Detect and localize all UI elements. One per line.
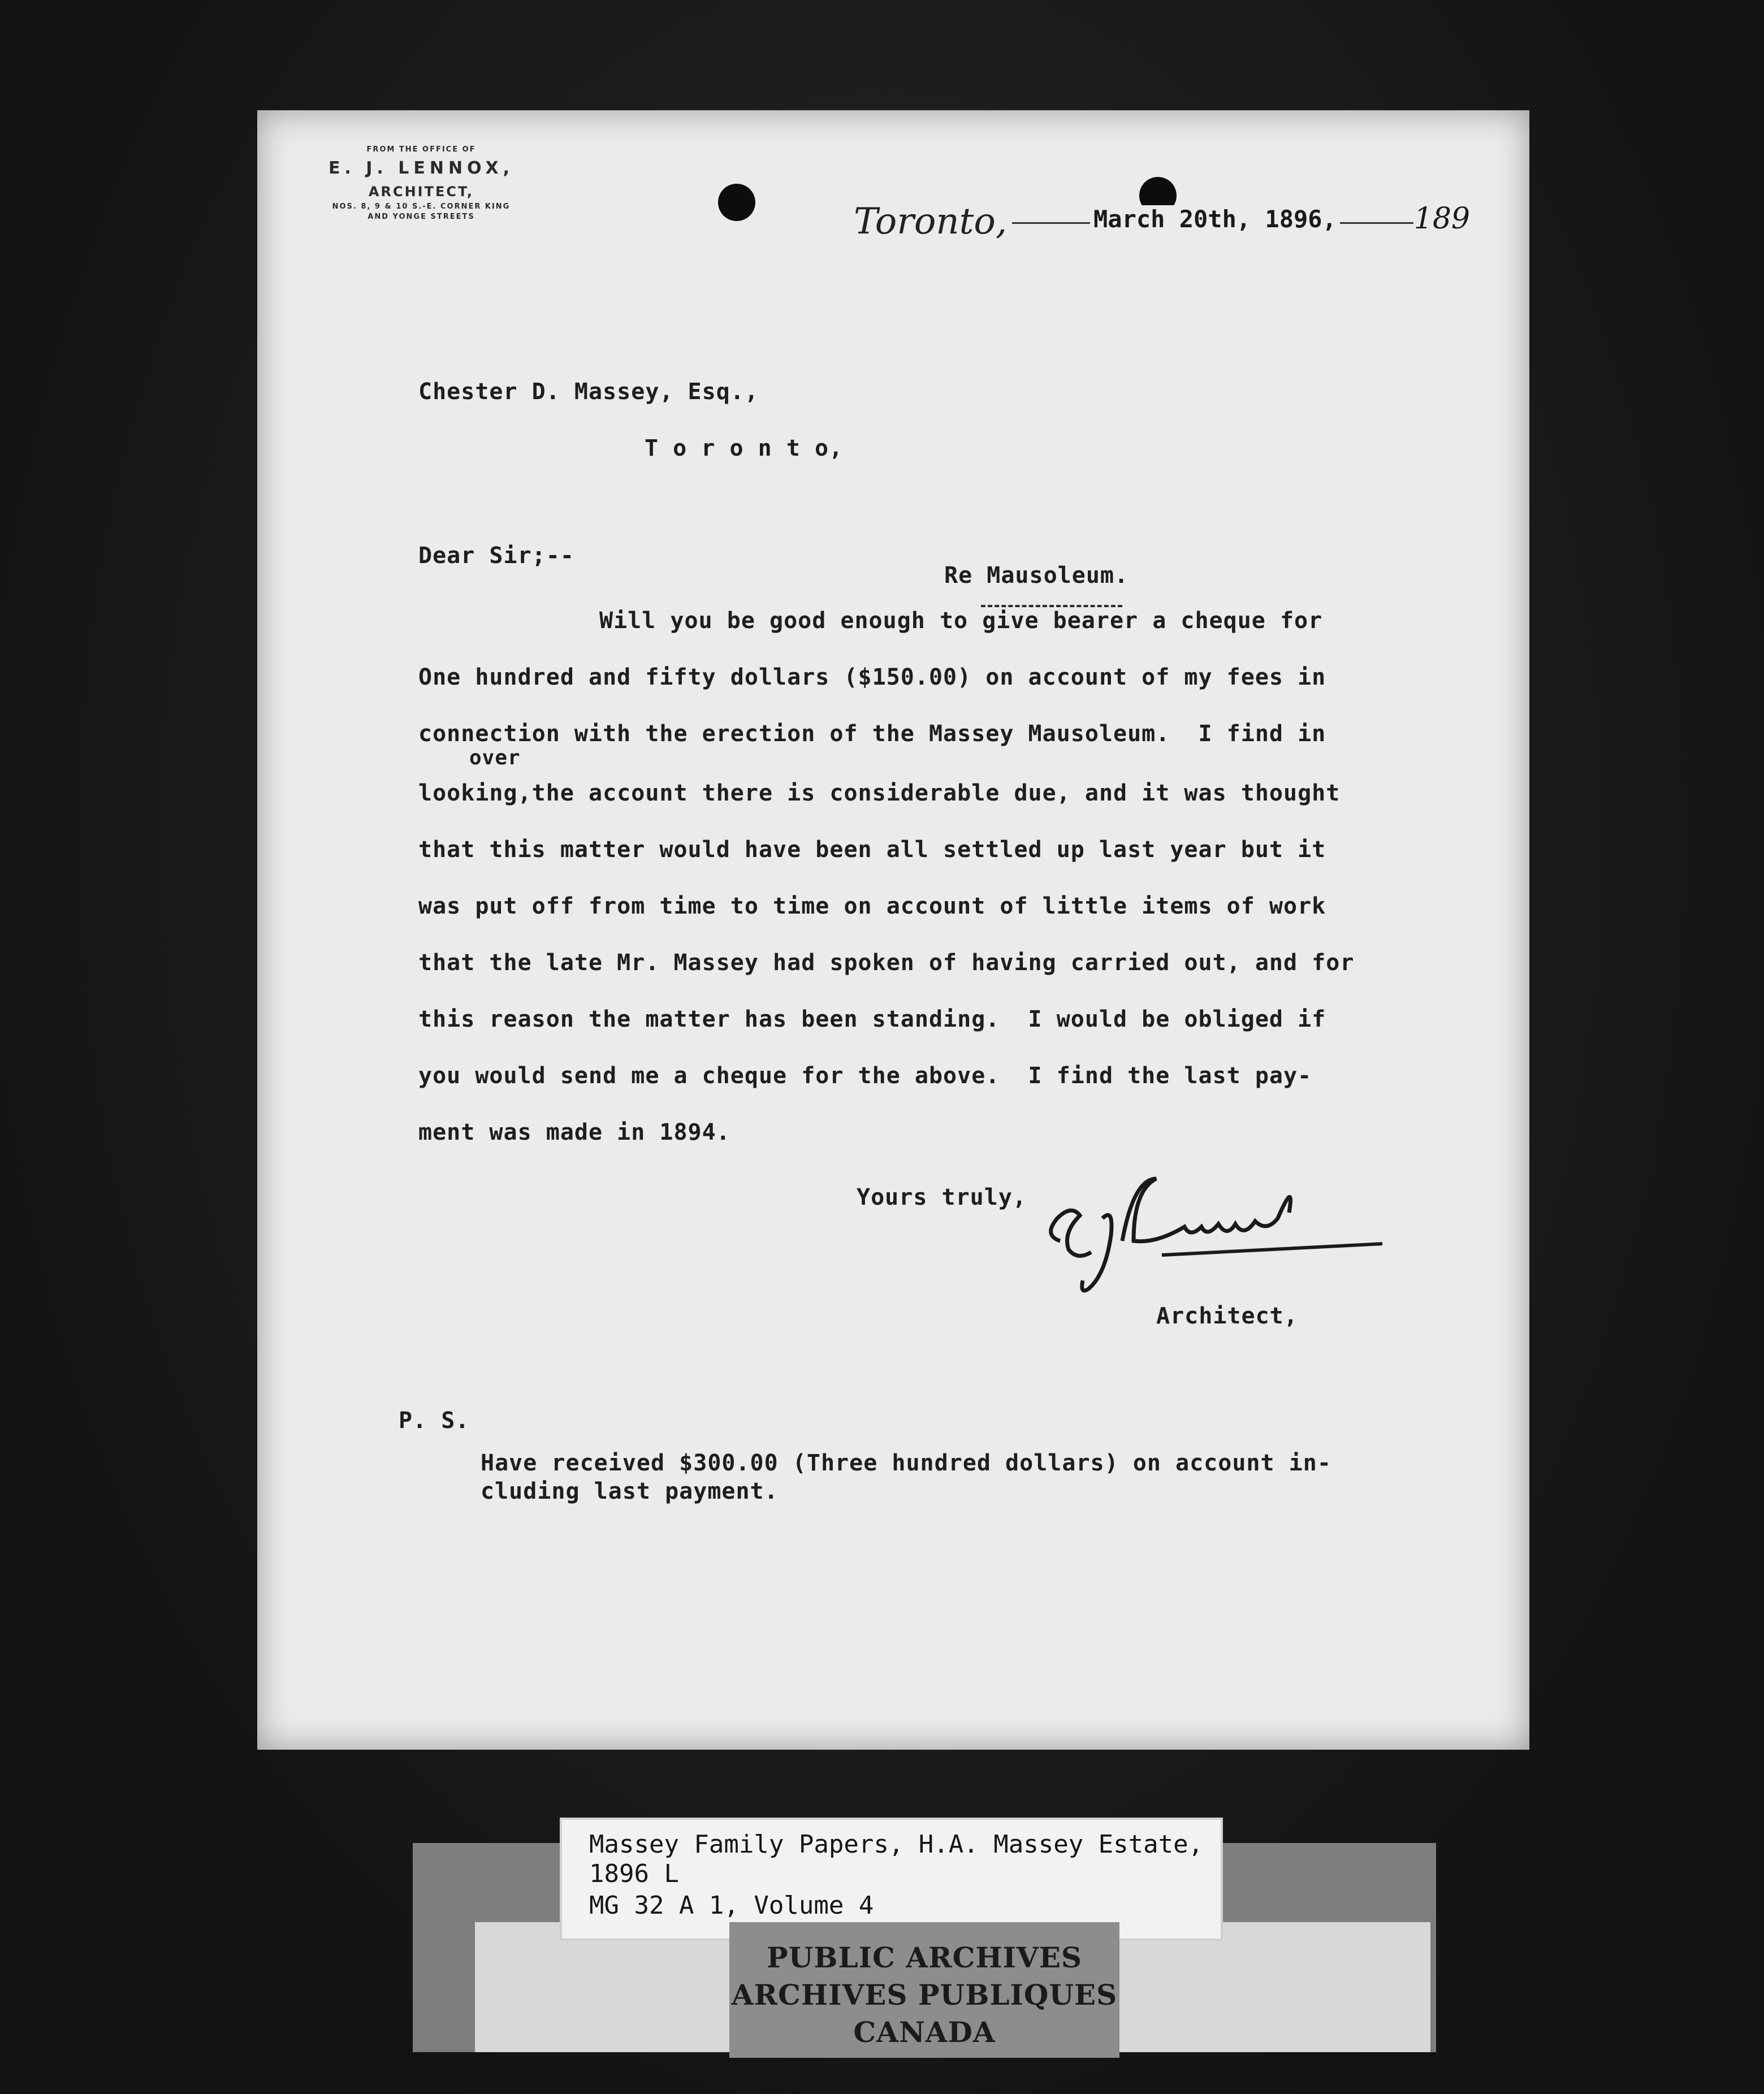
body-line-10: ment was made in 1894. [418,1119,730,1145]
closing: Yours truly, [857,1184,1027,1210]
archive-label-line-2: 1896 L [589,1859,679,1888]
postscript-label: P. S. [399,1408,470,1434]
body-line-6: was put off from time to time on account of little items of work [418,893,1326,919]
dateline [854,201,1470,243]
body-line-8: this reason the matter has been standing. I would be obliged if [418,1006,1326,1032]
letterhead [297,144,546,222]
archives-stamp [729,1922,1119,2058]
subject-line: Re Mausoleum. [944,563,1129,589]
body-line-9: you would send me a cheque for the above. I find the last pay- [418,1063,1312,1089]
archive-label-line-1: Massey Family Papers, H.A. Massey Estate, [589,1830,1204,1859]
body-line-4: looking,the account there is considerable due, and it was thought [418,780,1341,806]
letterhead-address-2: AND YONGE STREETS [368,213,475,221]
dateline-date: March 20th, 1896, [1090,205,1340,233]
body-line-1: Will you be good enough to give bearer a cheque for [599,608,1323,634]
insertion-over: over [469,746,521,769]
body-line-3: connection with the erection of the Massey Mausoleum. I find in [418,721,1326,747]
recipient-name: Chester D. Massey, Esq., [418,379,759,405]
salutation: Dear Sir;-- [418,543,574,569]
archive-label-line-3: MG 32 A 1, Volume 4 [589,1891,874,1920]
signature-title: Architect, [1156,1303,1298,1329]
postscript-line-1: Have received $300.00 (Three hundred dollars) on account in- [481,1450,1331,1476]
letter-sheet [257,110,1529,1750]
body-line-7: that the late Mr. Massey had spoken of having carried out, and for [418,950,1355,976]
body-line-2: One hundred and fifty dollars ($150.00) on account of my fees in [418,664,1326,690]
stamp-line-3: CANADA [853,2015,996,2049]
dateline-city: Toronto, [854,201,1008,243]
recipient-city: T o r o n t o, [645,435,844,461]
dateline-printed-year: 189 [1413,202,1470,236]
letterhead-from: FROM THE OFFICE OF [366,145,476,154]
postscript-line-2: cluding last payment. [481,1478,779,1504]
letterhead-title: ARCHITECT, [368,184,474,200]
stamp-line-1: PUBLIC ARCHIVES [767,1941,1082,1974]
stamp-line-2: ARCHIVES PUBLIQUES [731,1978,1118,2011]
punch-hole-left [718,184,755,221]
letterhead-name: E. J. LENNOX, [328,158,514,178]
body-line-5: that this matter would have been all settled up last year but it [418,837,1326,863]
letterhead-address-1: NOS. 8, 9 & 10 S.-E. CORNER KING [332,202,511,211]
subject-underline [981,605,1122,607]
handwritten-signature [1043,1156,1394,1303]
